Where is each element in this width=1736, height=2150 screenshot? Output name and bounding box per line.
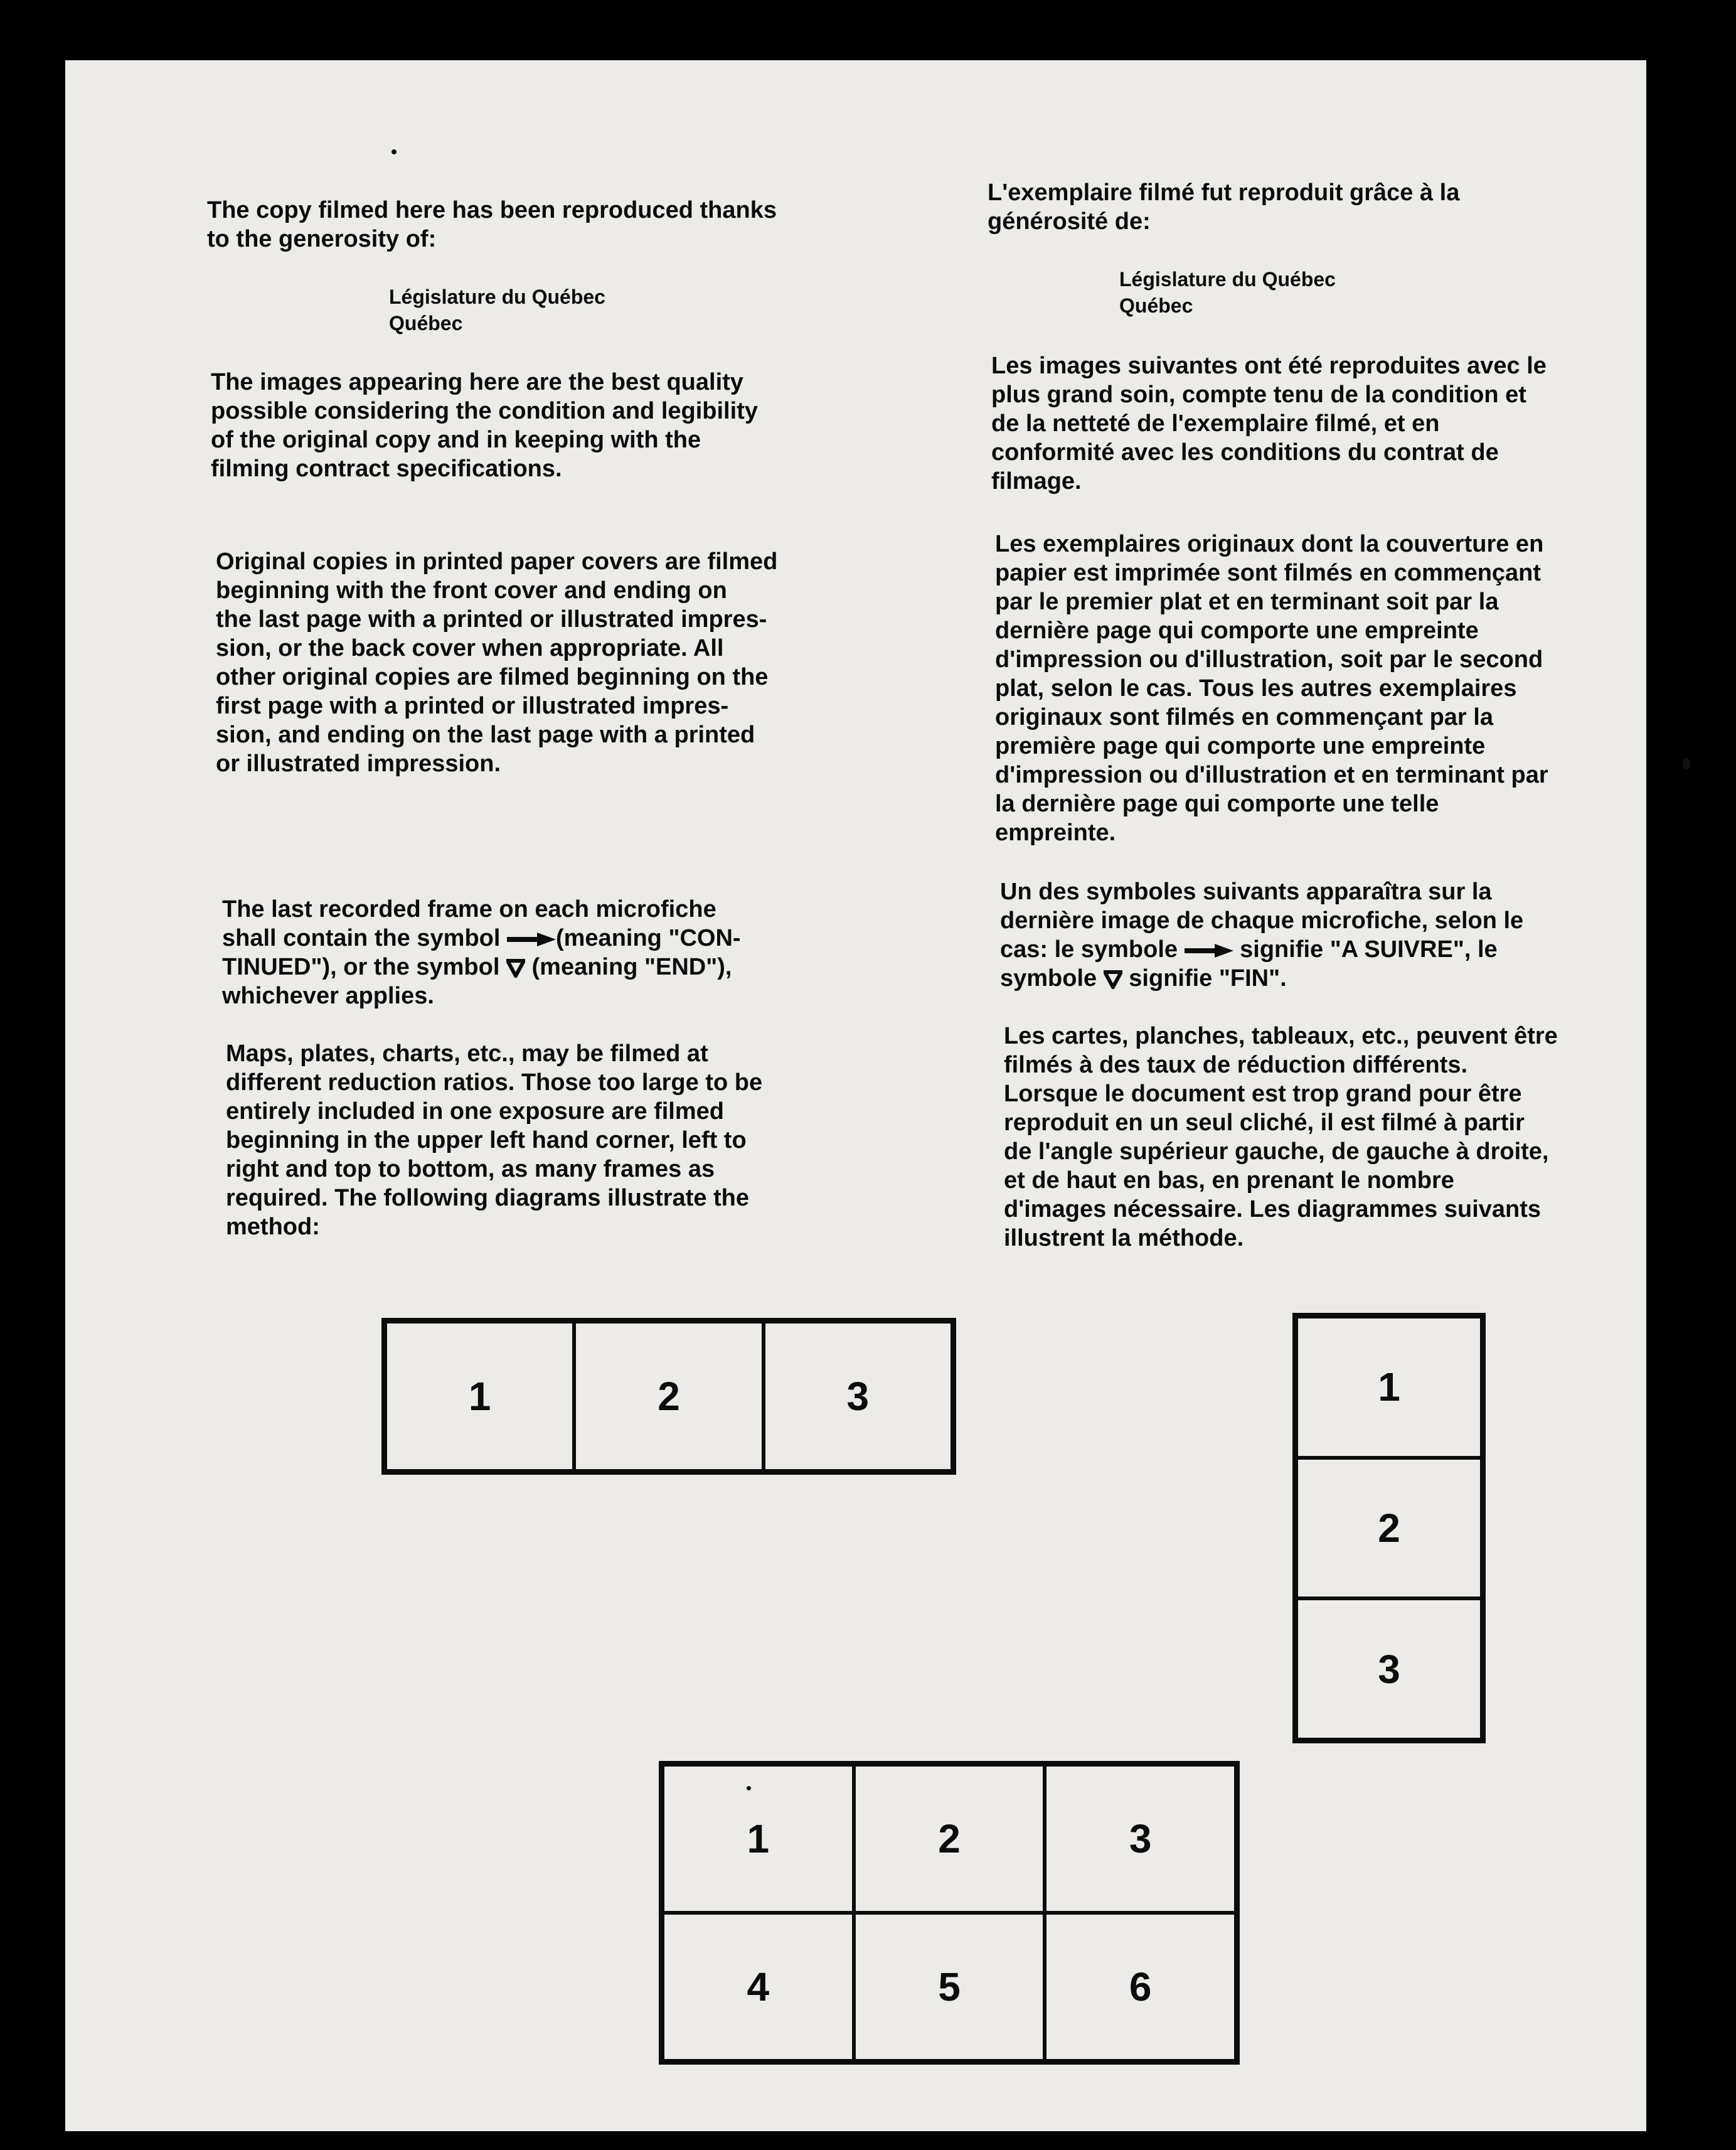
en-image-quality: The images appearing here are the best quality possible considering the condition and legibility of the original copy and in keeping with the filming contract specifications.: [211, 369, 758, 482]
triangle-down-icon: [1104, 970, 1122, 989]
frame-cell: 3: [764, 1322, 952, 1471]
triangle-down-icon: [506, 959, 525, 978]
fr-library: Législature du Québec Québec: [1119, 268, 1336, 317]
fr-symbols: Un des symboles suivants apparaîtra sur la dernière image de chaque microfiche, selon le cas: le symbole signifie "A SUIVRE", le symbole signifie "FIN".: [1000, 879, 1524, 992]
frame-cell: 6: [1045, 1913, 1236, 2061]
en-symbols: The last recorded frame on each microfiche shall contain the symbol (meaning "CON- TINUED"), or the symbol (meaning "END"), whichever applies.: [222, 896, 741, 1009]
frame-cell: 2: [854, 1765, 1045, 1913]
arrow-right-icon: [507, 933, 556, 946]
frame-cell: 5: [854, 1913, 1045, 2061]
frame-cell: 4: [663, 1913, 854, 2061]
frame-cell: 2: [1296, 1458, 1482, 1599]
diagram-horizontal: [381, 1318, 956, 1475]
fr-image-quality: Les images suivantes ont été reproduites avec le plus grand soin, compte tenu de la condition et de la netteté de l'exemplaire filmé, et en conformité avec les conditions du contrat de filmage.: [991, 353, 1547, 495]
en-library: Législature du Québec Québec: [389, 286, 605, 334]
en-intro: The copy filmed here has been reproduced thanks to the generosity of:: [207, 197, 777, 252]
diagram-vertical: [1292, 1313, 1486, 1743]
dust-speck: [747, 1786, 751, 1790]
diagram-grid: [659, 1761, 1240, 2065]
frame-cell: 1: [663, 1765, 854, 1913]
fr-maps: Les cartes, planches, tableaux, etc., peuvent être filmés à des taux de réduction différents. Lorsque le document est trop grand pour être reproduit en un seul cliché, il est filmé à partir de l'angle supérieur gauche, de gauche à droite, et de haut en bas, en prenant le nombre d'images nécessaire. Les diagrammes suivants illustrent la méthode.: [1004, 1023, 1558, 1251]
frame-cell: 1: [1296, 1317, 1482, 1458]
arrow-right-icon: [1185, 944, 1233, 958]
frame-cell: 3: [1296, 1598, 1482, 1740]
en-original-copies: Original copies in printed paper covers are filmed beginning with the front cover and ending on the last page with a printed or illustrated impres- sion, or the back cover when appropriate. All other original copies are filmed beginning on the first page with a printed or illustrated impres- sion, and ending on the last page with a printed or illustrated impression.: [216, 548, 778, 777]
fr-original-copies: Les exemplaires originaux dont la couverture en papier est imprimée sont filmés en commençant par le premier plat et en terminant soit par la dernière page qui comporte une empreinte d'impression ou d'illustration, soit par le second plat, selon le cas. Tous les autres exemplaires originaux sont filmés en commençant par la première page qui comporte une empreinte d'impression ou d'illustration et en terminant par la dernière page qui comporte une telle empreinte.: [995, 531, 1548, 846]
film-sheet: [65, 60, 1646, 2131]
dust-speck: [391, 149, 397, 154]
dust-speck: [1683, 758, 1690, 769]
frame-cell: 2: [574, 1322, 763, 1471]
frame-cell: 1: [385, 1322, 574, 1471]
en-maps: Maps, plates, charts, etc., may be filmed at different reduction ratios. Those too large to be entirely included in one exposure are filmed beginning in the upper left hand corner, left to right and top to bottom, as many frames as required. The following diagrams illustrate the method:: [226, 1040, 763, 1240]
fr-intro: L'exemplaire filmé fut reproduit grâce à la générosité de:: [988, 179, 1460, 235]
frame-cell: 3: [1045, 1765, 1236, 1913]
